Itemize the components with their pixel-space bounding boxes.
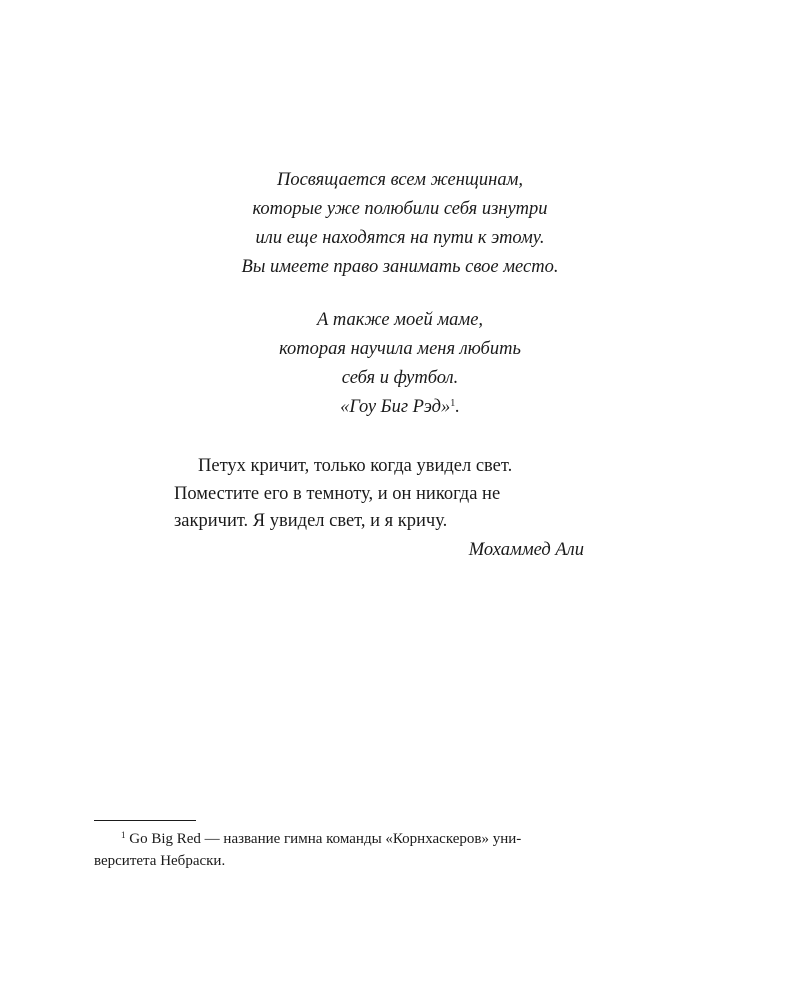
epigraph-line: Поместите его в темноту, и он никогда не [174,483,501,504]
footnote-reference-marker[interactable]: 1 [450,398,456,409]
epigraph-line: закричит. Я увидел свет, и я кричу. [174,511,448,531]
dedication-last-line [0,393,800,422]
dedication-line: Вы имеете право занимать свое место. [241,257,559,277]
footnote-rule [94,820,196,821]
dedication-line: которая научила меня любить [279,339,521,359]
go-big-red-quote: «Гоу Биг Рэд» [340,397,451,417]
epigraph-line: Петух кричит, только когда увидел свет. [198,456,513,476]
footnote-line: верситета Небраски. [94,853,226,869]
dedication-line: или еще находятся на пути к этому. [255,228,545,248]
dedication-line: которые уже полюбили себя изнутри [252,199,548,219]
stanza-gap [0,282,800,306]
footnote [94,828,674,872]
dedication [0,166,800,422]
dedication-period: . [455,397,460,417]
dedication-line: А также моей маме, [316,310,484,330]
dedication-line: Посвящается всем женщинам, [276,170,523,190]
footnote-text: Go Big Red — название гимна команды «Корнхаскеров» уни- [125,831,522,847]
epigraph [174,453,584,564]
footnote-line [94,828,674,850]
footnote-marker: 1 [121,830,126,840]
epigraph-author: Мохаммед Али [468,539,584,560]
dedication-line: себя и футбол. [341,368,459,388]
